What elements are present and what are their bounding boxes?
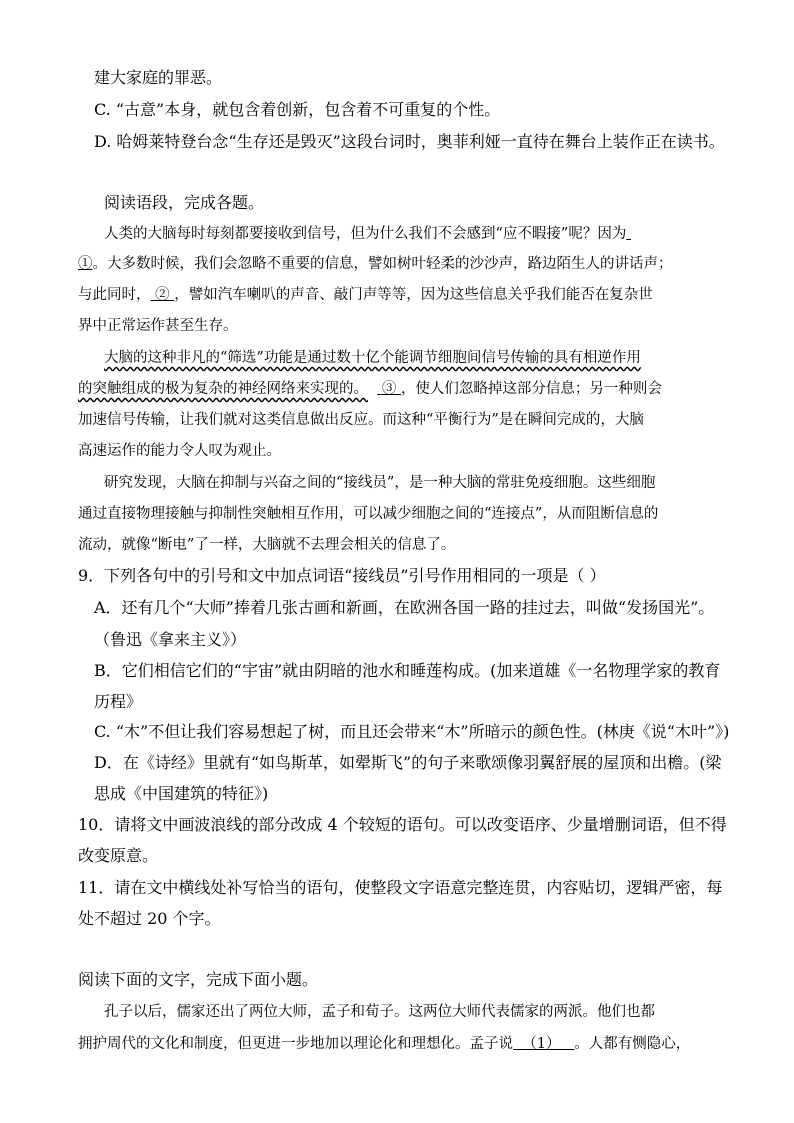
passage1-intro: 阅读语段，完成各题。 <box>104 193 265 212</box>
q11-line2: 处不超过 20 个字。 <box>78 909 221 928</box>
q8-continuation: 建大家庭的罪恶。 <box>94 68 223 87</box>
wavy-sentence-line1: 大脑的这种非凡的“筛选”功能是通过数十亿个能调节细胞间信号传输的具有相逆作用 <box>104 350 641 366</box>
q9-option-b: B．它们相信它们的“宇宙”就由阴暗的池水和睡莲构成。(加来道雄《一名物理学家的教育 <box>94 661 721 680</box>
p1-text: 人类的大脑每时每刻都要接收到信号，但为什么我们不会感到“应不暇接”呢？因为 <box>104 226 627 242</box>
q10-line2: 改变原意。 <box>78 846 159 865</box>
p1-text: 与此同时， <box>78 287 151 303</box>
q10-line1: 10．请将文中画波浪线的部分改成 4 个较短的语句。可以改变语序、少量增删词语，但不得 <box>78 815 727 834</box>
passage2-intro: 阅读下面的文字，完成下面小题。 <box>78 970 319 989</box>
passage1-p3-line1: 研究发现，大脑在抑制与兴奋之间的“接线员”，是一种大脑的常驻免疫细胞。这些细胞 <box>104 475 656 491</box>
passage2-line1: 孔子以后，儒家还出了两位大师，孟子和荀子。这两位大师代表儒家的两派。他们也都 <box>104 1004 655 1020</box>
passage1-p1-line2 <box>78 254 673 274</box>
q8-option-d: D. 哈姆莱特登台念“生存还是毁灭”这段台词时，奥菲利娅一直待在舞台上装作正在读书。 <box>94 132 725 151</box>
q9-option-a: A．还有几个“大师”捧着几张古画和新画，在欧洲各国一路的挂过去，叫做“发扬国光”。 <box>94 598 715 617</box>
passage1-p2-line3: 加速信号传输，让我们就对这类信息做出反应。而这种“平衡行为”是在瞬间完成的，大脑 <box>78 412 644 428</box>
q9-option-d: D．在《诗经》里就有“如鸟斯革，如翚斯飞”的句子来歌颂像羽翼舒展的屋顶和出檐。(梁 <box>94 753 722 772</box>
passage1-p1-line3 <box>78 285 653 305</box>
blank-1-lead <box>626 226 631 242</box>
q9-option-a-source: （鲁迅《拿来主义》） <box>94 630 247 649</box>
q9-option-d-source: 思成《中国建筑的特征》) <box>94 784 269 803</box>
passage1-p1-line4: 界中正常运作甚至生存。 <box>78 318 238 334</box>
passage1-p2-line4: 高速运作的能力令人叹为观止。 <box>78 443 281 459</box>
passage1-p3-line2: 通过直接物理接触与抑制性突触相互作用，可以减少细胞之间的“连接点”，从而阻断信息的 <box>78 506 659 522</box>
q9-stem: 9．下列各句中的引号和文中加点词语“接线员”引号作用相同的一项是（ ） <box>78 566 606 585</box>
passage1-p3-line3: 流动，就像“断电”了一样，大脑就不去理会相关的信息了。 <box>78 537 456 553</box>
q8-option-c: C. “古意”本身，就包含着创新，包含着不可重复的个性。 <box>94 100 501 119</box>
q9-option-c: C. “木”不但让我们容易想起了树，而且还会带来“木”所暗示的颜色性。(林庚《说“木叶”》) <box>94 722 730 741</box>
passage1-p1-line1 <box>104 224 631 244</box>
q11-line1: 11．请在文中横线处补写恰当的语句，使整段文字语意完整连贯，内容贴切，逻辑严密，每 <box>78 878 723 897</box>
wavy-sentence-line2: 的突触组成的极为复杂的神经网络来实现的。 ③ ，使人们忽略掉这部分信息；另一种则会 <box>78 381 662 397</box>
blank-passage2-1: （1） <box>522 1036 561 1052</box>
p1-text: ，譬如汽车喇叭的声音、敲门声等等，因为这些信息关乎我们能否在复杂世 <box>174 287 653 303</box>
p1-text: 。大多数时候，我们会忽略不重要的信息，譬如树叶轻柔的沙沙声，路边陌生人的讲话声； <box>92 256 673 272</box>
blank-3: ③ <box>381 381 397 397</box>
blank-1: ① <box>78 256 93 272</box>
q9-option-b-source: 历程》 <box>94 692 143 711</box>
blank-2: ② <box>155 287 170 303</box>
passage2-line2: 拥护周代的文化和制度，但更进一步地加以理论化和理想化。孟子说 （1） 。人都有恻隐心， <box>78 1036 691 1052</box>
